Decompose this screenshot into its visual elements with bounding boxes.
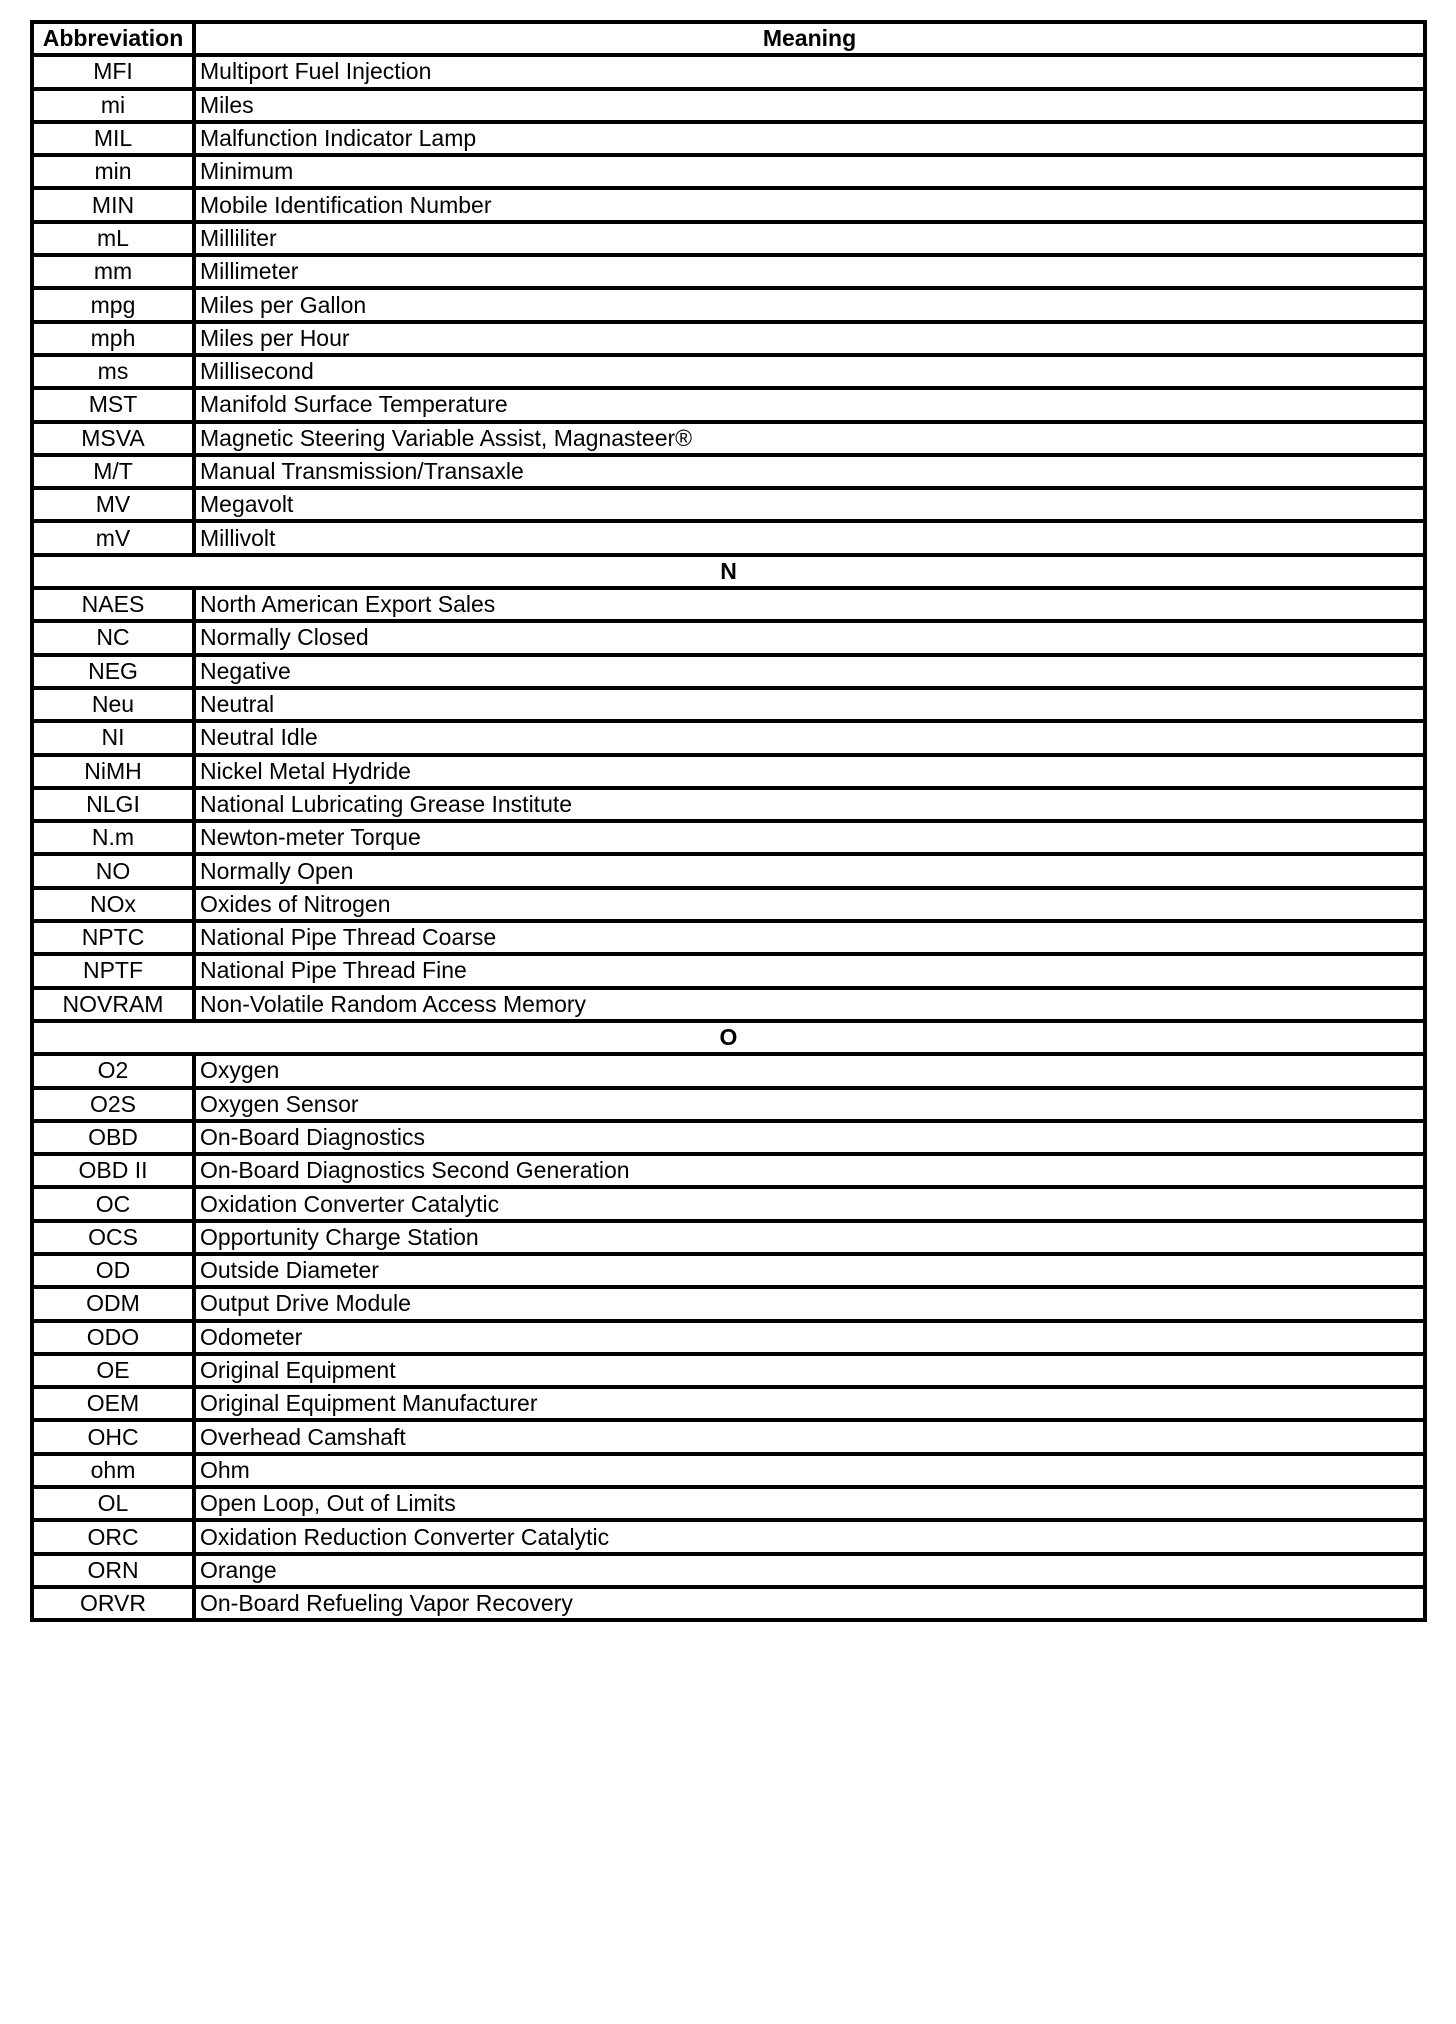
table-row: [32, 222, 1425, 255]
table-row: [32, 155, 1425, 188]
abbreviation-cell: OBD II: [32, 1154, 194, 1187]
meaning-cell: Miles: [194, 89, 1425, 122]
section-header-row: [32, 1021, 1425, 1054]
meaning-cell: Millivolt: [194, 521, 1425, 554]
table-row: [32, 1420, 1425, 1453]
meaning-cell: Milliliter: [194, 222, 1425, 255]
abbreviation-cell: mph: [32, 322, 194, 355]
table-row: [32, 888, 1425, 921]
meaning-cell: Oxygen: [194, 1054, 1425, 1087]
abbreviation-cell: MFI: [32, 55, 194, 88]
abbreviation-cell: ms: [32, 355, 194, 388]
abbreviation-cell: OL: [32, 1487, 194, 1520]
abbreviation-cell: OE: [32, 1354, 194, 1387]
abbreviation-cell: mm: [32, 255, 194, 288]
meaning-cell: Millimeter: [194, 255, 1425, 288]
meaning-cell: On-Board Refueling Vapor Recovery: [194, 1587, 1425, 1620]
meaning-cell: Miles per Gallon: [194, 288, 1425, 321]
meaning-cell: Nickel Metal Hydride: [194, 755, 1425, 788]
abbreviation-cell: Neu: [32, 688, 194, 721]
meaning-cell: Magnetic Steering Variable Assist, Magnasteer®: [194, 422, 1425, 455]
abbreviation-cell: NC: [32, 621, 194, 654]
abbreviation-cell: NLGI: [32, 788, 194, 821]
table-row: [32, 788, 1425, 821]
meaning-cell: Odometer: [194, 1321, 1425, 1354]
abbreviation-cell: NO: [32, 854, 194, 887]
meaning-cell: On-Board Diagnostics Second Generation: [194, 1154, 1425, 1187]
abbreviation-table: [30, 20, 1427, 1622]
table-row: [32, 388, 1425, 421]
table-row: [32, 954, 1425, 987]
meaning-cell: National Pipe Thread Fine: [194, 954, 1425, 987]
abbreviation-cell: N.m: [32, 821, 194, 854]
table-row: [32, 188, 1425, 221]
table-row: [32, 521, 1425, 554]
abbreviation-cell: ORVR: [32, 1587, 194, 1620]
abbreviation-cell: NiMH: [32, 755, 194, 788]
table-row: [32, 1587, 1425, 1620]
abbreviation-cell: mV: [32, 521, 194, 554]
table-row: [32, 1520, 1425, 1553]
abbreviation-cell: ODO: [32, 1321, 194, 1354]
table-row: [32, 355, 1425, 388]
abbreviation-cell: OD: [32, 1254, 194, 1287]
abbreviation-cell: OCS: [32, 1221, 194, 1254]
meaning-cell: National Lubricating Grease Institute: [194, 788, 1425, 821]
abbreviation-cell: mi: [32, 89, 194, 122]
meaning-cell: On-Board Diagnostics: [194, 1121, 1425, 1154]
meaning-cell: Manual Transmission/Transaxle: [194, 455, 1425, 488]
abbreviation-cell: NPTC: [32, 921, 194, 954]
table-row: [32, 1387, 1425, 1420]
table-row: [32, 255, 1425, 288]
abbreviation-cell: NI: [32, 721, 194, 754]
abbreviation-cell: O2: [32, 1054, 194, 1087]
meaning-cell: Malfunction Indicator Lamp: [194, 122, 1425, 155]
meaning-cell: Oxygen Sensor: [194, 1088, 1425, 1121]
meaning-cell: Output Drive Module: [194, 1287, 1425, 1320]
section-letter: O: [32, 1021, 1425, 1054]
table-row: [32, 755, 1425, 788]
meaning-cell: Original Equipment Manufacturer: [194, 1387, 1425, 1420]
abbreviation-cell: NPTF: [32, 954, 194, 987]
table-row: [32, 1321, 1425, 1354]
abbreviation-cell: M/T: [32, 455, 194, 488]
abbreviation-cell: ohm: [32, 1454, 194, 1487]
meaning-cell: Overhead Camshaft: [194, 1420, 1425, 1453]
table-row: [32, 422, 1425, 455]
meaning-cell: North American Export Sales: [194, 588, 1425, 621]
table-row: [32, 122, 1425, 155]
meaning-cell: Multiport Fuel Injection: [194, 55, 1425, 88]
table-row: [32, 1088, 1425, 1121]
meaning-cell: Original Equipment: [194, 1354, 1425, 1387]
table-body: [32, 55, 1425, 1620]
meaning-cell: Oxidation Converter Catalytic: [194, 1187, 1425, 1220]
meaning-cell: Negative: [194, 655, 1425, 688]
abbreviation-cell: NOVRAM: [32, 988, 194, 1021]
meaning-cell: Neutral Idle: [194, 721, 1425, 754]
abbreviation-cell: MSVA: [32, 422, 194, 455]
table-row: [32, 821, 1425, 854]
table-row: [32, 1054, 1425, 1087]
table-row: [32, 322, 1425, 355]
meaning-cell: Neutral: [194, 688, 1425, 721]
meaning-cell: Outside Diameter: [194, 1254, 1425, 1287]
table-row: [32, 288, 1425, 321]
column-header-abbreviation: Abbreviation: [32, 22, 194, 55]
table-row: [32, 1187, 1425, 1220]
meaning-cell: Ohm: [194, 1454, 1425, 1487]
abbreviation-cell: mpg: [32, 288, 194, 321]
table-header-row: [32, 22, 1425, 55]
abbreviation-cell: O2S: [32, 1088, 194, 1121]
abbreviation-cell: ORC: [32, 1520, 194, 1553]
table-row: [32, 921, 1425, 954]
table-row: [32, 1454, 1425, 1487]
table-row: [32, 1554, 1425, 1587]
table-row: [32, 1254, 1425, 1287]
table-row: [32, 1487, 1425, 1520]
meaning-cell: Newton-meter Torque: [194, 821, 1425, 854]
table-row: [32, 89, 1425, 122]
table-row: [32, 721, 1425, 754]
table-row: [32, 988, 1425, 1021]
table-row: [32, 1287, 1425, 1320]
table-row: [32, 1221, 1425, 1254]
meaning-cell: Normally Closed: [194, 621, 1425, 654]
abbreviation-cell: OBD: [32, 1121, 194, 1154]
abbreviation-cell: NOx: [32, 888, 194, 921]
abbreviation-cell: mL: [32, 222, 194, 255]
column-header-meaning: Meaning: [194, 22, 1425, 55]
meaning-cell: National Pipe Thread Coarse: [194, 921, 1425, 954]
abbreviation-cell: MV: [32, 488, 194, 521]
abbreviation-cell: ORN: [32, 1554, 194, 1587]
abbreviation-cell: MST: [32, 388, 194, 421]
table-row: [32, 854, 1425, 887]
table-row: [32, 655, 1425, 688]
meaning-cell: Open Loop, Out of Limits: [194, 1487, 1425, 1520]
meaning-cell: Megavolt: [194, 488, 1425, 521]
meaning-cell: Orange: [194, 1554, 1425, 1587]
meaning-cell: Non-Volatile Random Access Memory: [194, 988, 1425, 1021]
table-row: [32, 688, 1425, 721]
meaning-cell: Minimum: [194, 155, 1425, 188]
table-row: [32, 621, 1425, 654]
section-letter: N: [32, 555, 1425, 588]
meaning-cell: Millisecond: [194, 355, 1425, 388]
table-row: [32, 1354, 1425, 1387]
abbreviation-cell: OC: [32, 1187, 194, 1220]
abbreviation-cell: OHC: [32, 1420, 194, 1453]
meaning-cell: Miles per Hour: [194, 322, 1425, 355]
table-row: [32, 488, 1425, 521]
table-row: [32, 55, 1425, 88]
meaning-cell: Manifold Surface Temperature: [194, 388, 1425, 421]
table-row: [32, 455, 1425, 488]
abbreviation-cell: MIL: [32, 122, 194, 155]
meaning-cell: Mobile Identification Number: [194, 188, 1425, 221]
abbreviation-cell: NAES: [32, 588, 194, 621]
abbreviation-cell: OEM: [32, 1387, 194, 1420]
meaning-cell: Oxidation Reduction Converter Catalytic: [194, 1520, 1425, 1553]
table-row: [32, 1121, 1425, 1154]
table-row: [32, 1154, 1425, 1187]
meaning-cell: Opportunity Charge Station: [194, 1221, 1425, 1254]
section-header-row: [32, 555, 1425, 588]
abbreviation-cell: MIN: [32, 188, 194, 221]
abbreviation-cell: NEG: [32, 655, 194, 688]
table-row: [32, 588, 1425, 621]
abbreviation-cell: min: [32, 155, 194, 188]
meaning-cell: Normally Open: [194, 854, 1425, 887]
abbreviation-cell: ODM: [32, 1287, 194, 1320]
meaning-cell: Oxides of Nitrogen: [194, 888, 1425, 921]
